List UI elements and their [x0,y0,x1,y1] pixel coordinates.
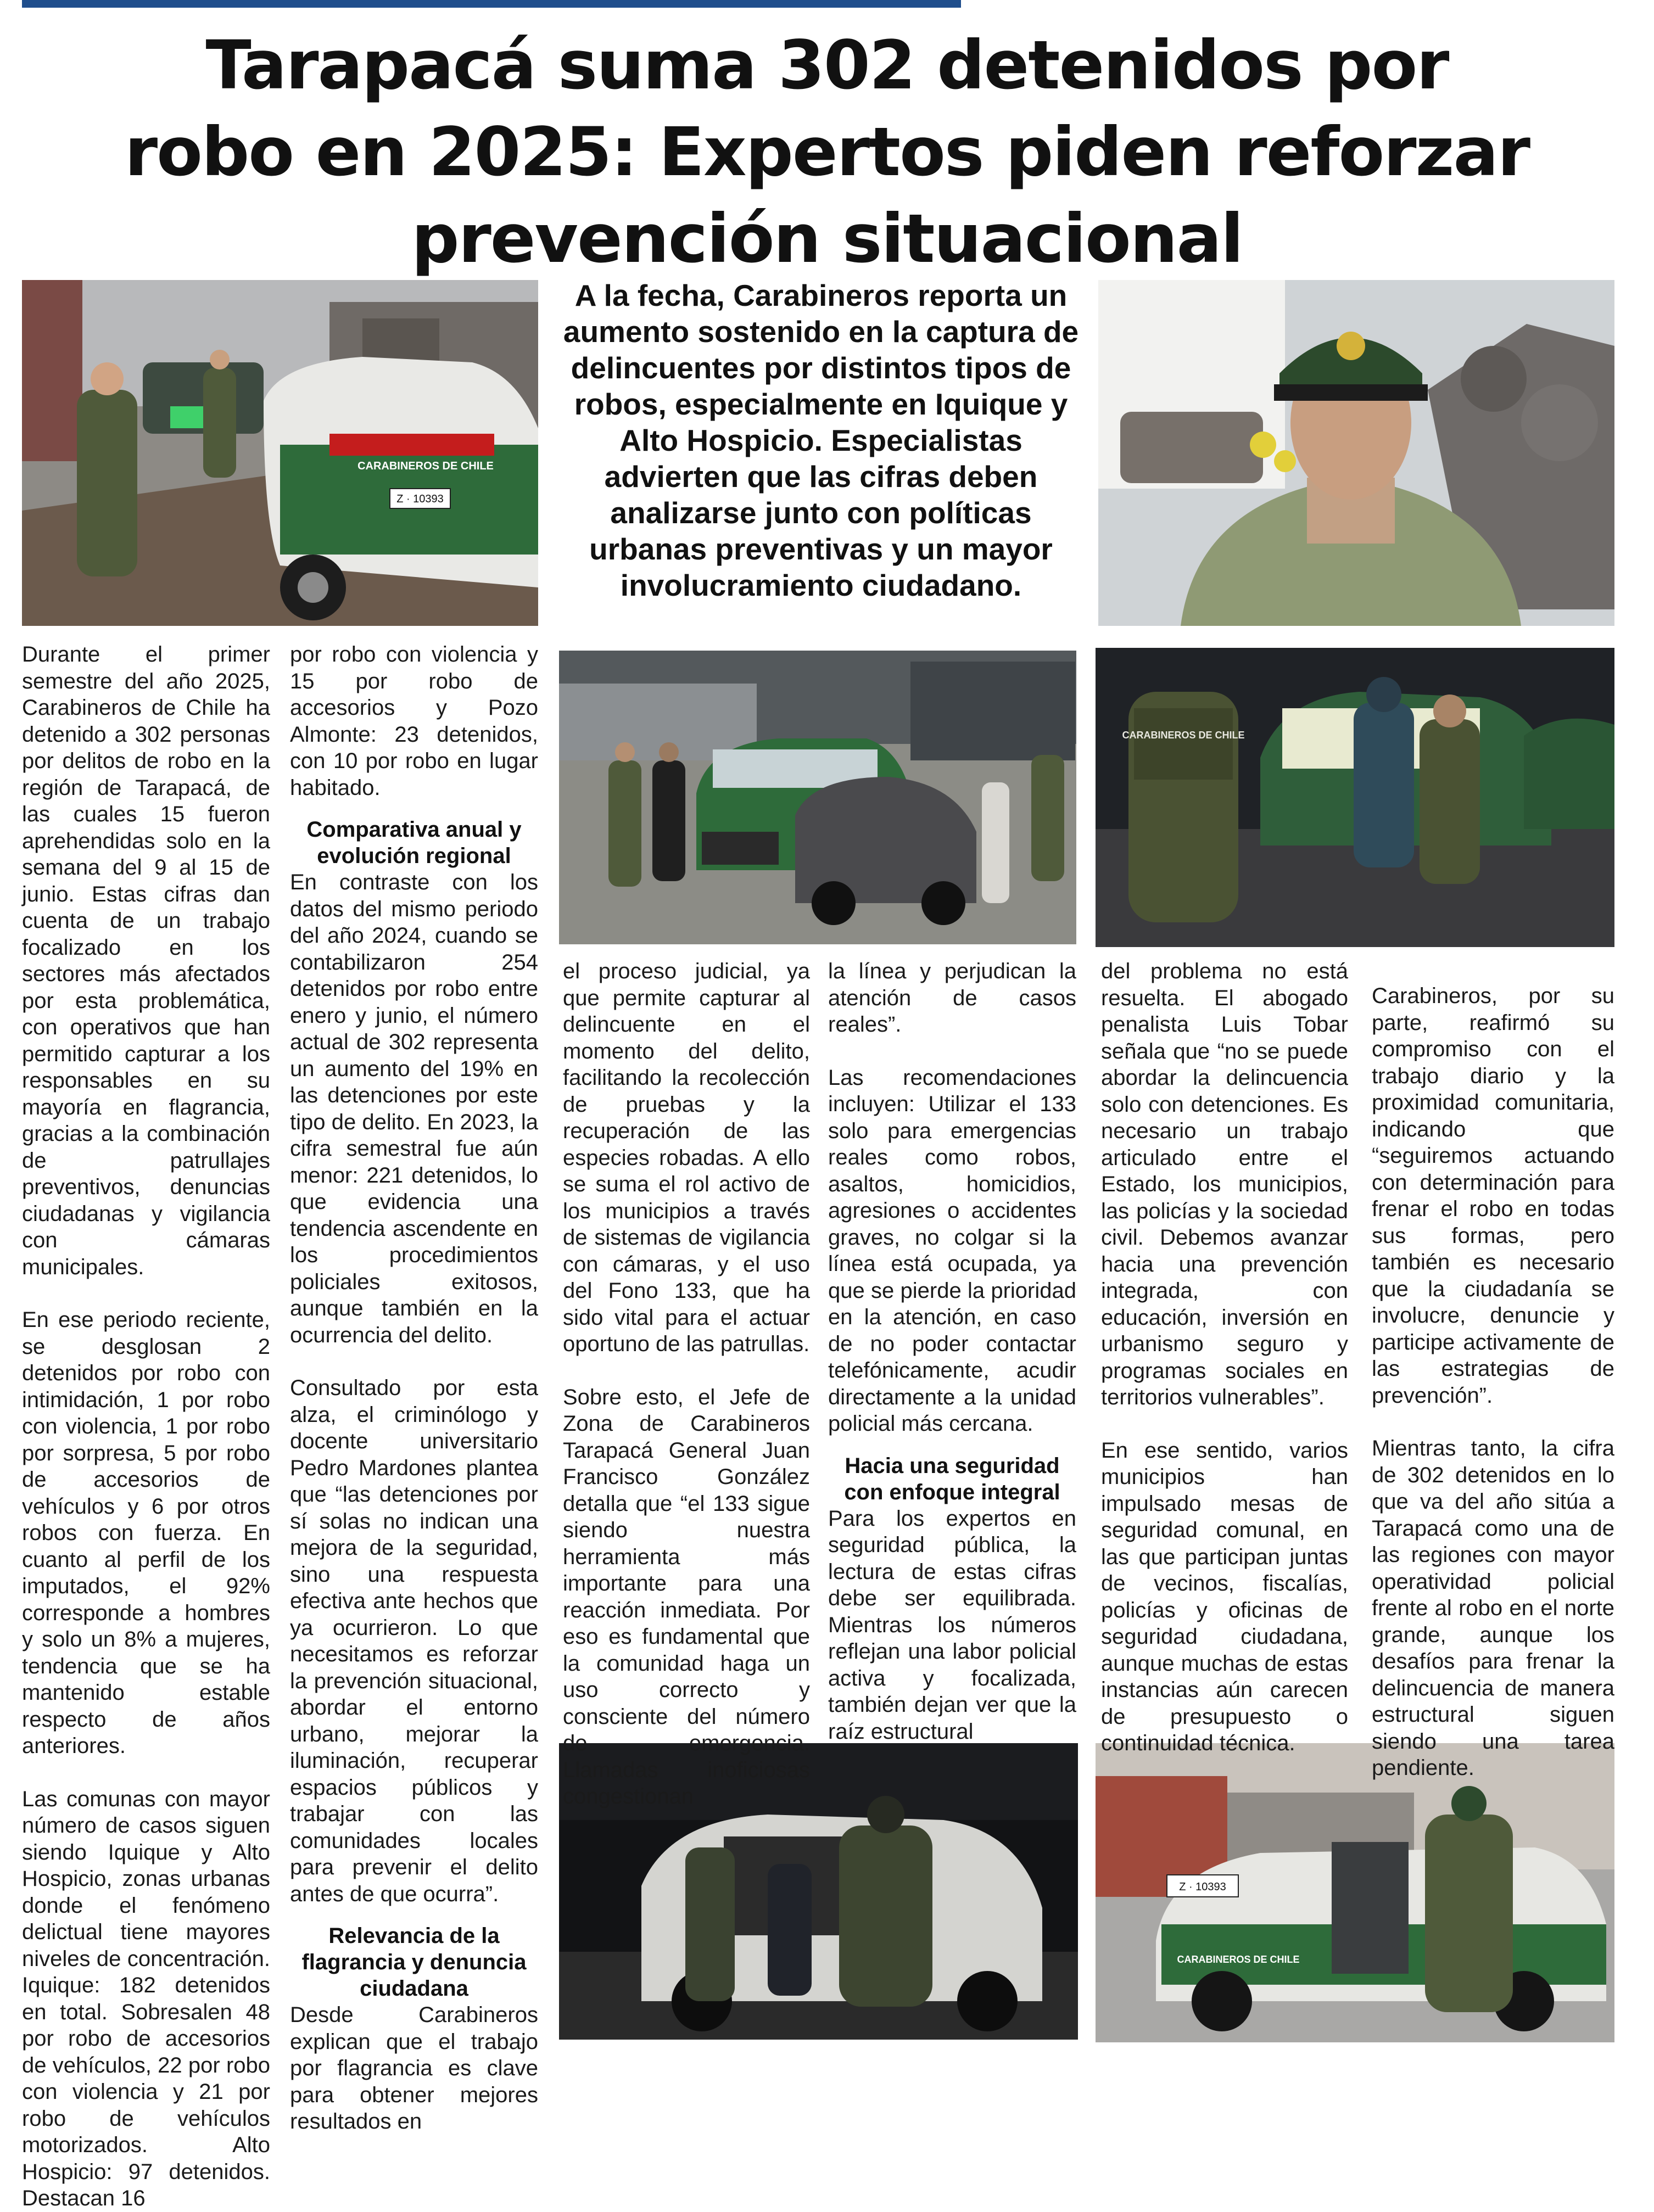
patrol-text-2: CARABINEROS DE CHILE [1177,1954,1300,1965]
col3-paragraph-2: Sobre esto, el Jefe de Zona de Carabineros Tarapacá General Juan Francisco González detalla que “el 133 sigue siendo nuestra herramienta más importante para una reacción inmediata. Por eso es fundamental que la comunidad haga un uso correcto y consciente del número de emergencia. Llamadas inoficiosas congestionan [563,1385,810,1808]
col2-paragraph-2: En contraste con los datos del mismo periodo del año 2024, cuando se contabilizaron 254 detenidos por robo entre enero y junio, el número actual de 302 representa un aumento del 19% en las detenciones por este tipo de delito. En 2023, la cifra semestral fue aún menor: 221 detenidos, lo que evidencia una tendencia ascendente en los procedimientos policiales exitosos, aunque también en la ocurrencia del delito. [290,870,538,1347]
col6-paragraph-2: Mientras tanto, la cifra de 302 detenidos en lo que va del año sitúa a Tarapacá como una de las regiones con mayor operatividad policial frente al robo en el norte grande, aunque los desafíos para frenar la delincuencia de manera estructural siguen siendo una tarea pendiente. [1372,1436,1614,1780]
photo-officer-portrait [1098,280,1614,626]
col1-paragraph-2: En ese periodo reciente, se desglosan 2 detenidos por robo con intimidación, 1 por robo con violencia, 1 por robo por sorpresa, 5 por robo de accesorios de vehículos y 6 por otros robos con fuerza. En cuanto al perfil de los imputados, el 92% corresponde a hombres y solo un 8% a mujeres, tendencia que se ha mantenido estable respecto de años anteriores. [22,1308,270,1758]
article-column-4 [828,958,1076,1745]
article-column-2 [290,641,538,2135]
col5-paragraph-1: del problema no está resuelta. El abogado penalista Luis Tobar señala que “no se puede abordar la delincuencia solo con detenciones. Es necesario un trabajo articulado entre el Estado, los municipios, las policías y la sociedad civil. Debemos avanzar hacia una prevención integrada, con educación, inversión en urbanismo seguro y programas sociales en territorios vulnerables”. [1101,959,1348,1409]
col3-paragraph-1: el proceso judicial, ya que permite capturar al delincuente en el momento del delito, facilitando la recolección de pruebas y la recuperación de las especies robadas. A ello se suma el rol activo de los municipios a través de sistemas de vigilancia con cámaras, y el uso del Fono 133, que ha sido vital para el actuar oportuno de las patrullas. [563,959,810,1356]
headline [33,22,1621,282]
photo-arrest-parking [559,651,1076,944]
col2-paragraph-1: por robo con violencia y 15 por robo de accesorios y Pozo Almonte: 23 detenidos, con 10 por robo en lugar habitado. [290,642,538,800]
photo-patrol-street [22,280,538,626]
col5-paragraph-2: En ese sentido, varios municipios han impulsado mesas de seguridad comunal, en las que participan juntas de vecinos, fiscalías, policías y oficinas de seguridad ciudadana, aunque muchas de estas instancias aún carecen de presupuesto o continuidad técnica. [1101,1438,1348,1755]
patrol-plate-1: Z · 10393 [396,493,444,505]
vest-text: CARABINEROS DE CHILE [1122,730,1245,741]
subheading-flagrancia: Relevancia de la flagrancia y denuncia ciudadana [301,1924,527,2001]
col4-paragraph-2: Las recomendaciones incluyen: Utilizar el 133 solo para emergencias reales como robos, asaltos, homicidios, agresiones o accidentes graves, no colgar si la línea está ocupada, ya que se pierde la prioridad en la atención, en caso de no poder contactar telefónicamente, acudir directamente a la unidad policial más cercana. [828,1065,1076,1436]
col4-paragraph-3: Para los expertos en seguridad pública, la lectura de estas cifras debe ser equilibrada. Mientras los números reflejan una labor policial activa y focalizada, también dejan ver que la raíz estructural [828,1506,1076,1744]
article-column-5 [1101,958,1348,1757]
photo-night-arrest [1096,648,1614,947]
headline-line-2: robo en 2025: Expertos piden reforzar [125,113,1529,191]
headline-line-1: Tarapacá suma 302 detenidos por [205,26,1449,104]
col2-paragraph-3: Consultado por esta alza, el criminólogo y docente universitario Pedro Mardones plantea que “las detenciones por sí solas no indican una mejora de la seguridad, sino una respuesta efectiva ante hechos que ya ocurrieron. Lo que necesitamos es reforzar la prevención situacional, abordar el entorno urbano, mejorar la iluminación, recuperar espacios públicos y trabajar con las comunidades locales para prevenir el delito antes de que ocurra”. [290,1376,538,1906]
photo-patrol-door [1096,1743,1614,2042]
col1-paragraph-1: Durante el primer semestre del año 2025, Carabineros de Chile ha detenido a 302 personas por delitos de robo en la región de Tarapacá, de las cuales 15 fueron aprehendidas solo en la semana del 9 al 15 de junio. Estas cifras dan cuenta de un trabajo focalizado en los sectores más afectados por esta problemática, con operativos que han permitido capturar a los responsables en su mayoría en flagrancia, gracias a la combinación de patrullajes preventivos, denuncias ciudadanas y vigilancia con cámaras municipales. [22,642,270,1279]
col1-paragraph-3: Las comunas con mayor número de casos siguen siendo Iquique y Alto Hospicio, zonas urbanas donde el fenómeno delictual tiene mayores niveles de concentración. Iquique: 182 detenidos en total. Sobresalen 48 por robo de accesorios de vehículos, 22 por robo con violencia y 21 por robo de vehículos motorizados. Alto Hospicio: 97 detenidos. Destacan 16 [22,1787,270,2210]
article-column-1 [22,641,270,2212]
article-column-3 [563,958,810,1810]
top-accent-bar [22,0,961,8]
patrol-text-1: CARABINEROS DE CHILE [357,460,494,472]
subheading-comparativa: Comparativa anual y evolución regional [306,817,522,868]
article-column-6 [1372,983,1614,1782]
col4-paragraph-1: la línea y perjudican la atención de casos reales”. [828,959,1076,1037]
col2-paragraph-4: Desde Carabineros explican que el trabajo por flagrancia es clave para obtener mejores resultados en [290,2003,538,2133]
col6-paragraph-1: Carabineros, por su parte, reafirmó su compromiso con el trabajo diario y la proximidad comunitaria, indicando que “seguiremos actuando con determinación para frenar el robo en todas sus formas, pero también es necesario que la ciudadanía se involucre, denuncie y participe activamente de las estrategias de prevención”. [1372,984,1614,1408]
subheading-seguridad-integral: Hacia una seguridad con enfoque integral [844,1453,1060,1504]
headline-line-3: prevención situacional [411,200,1243,278]
patrol-plate-2: Z · 10393 [1179,1881,1226,1893]
lead-paragraph: A la fecha, Carabineros reporta un aumento sostenido en la captura de delincuentes por distintos tipos de robos, especialmente en Iquique y Alto Hospicio. Especialistas advierten que las cifras deben analizarse junto con políticas urbanas preventivas y un mayor involucramiento ciudadano. [563,278,1079,602]
